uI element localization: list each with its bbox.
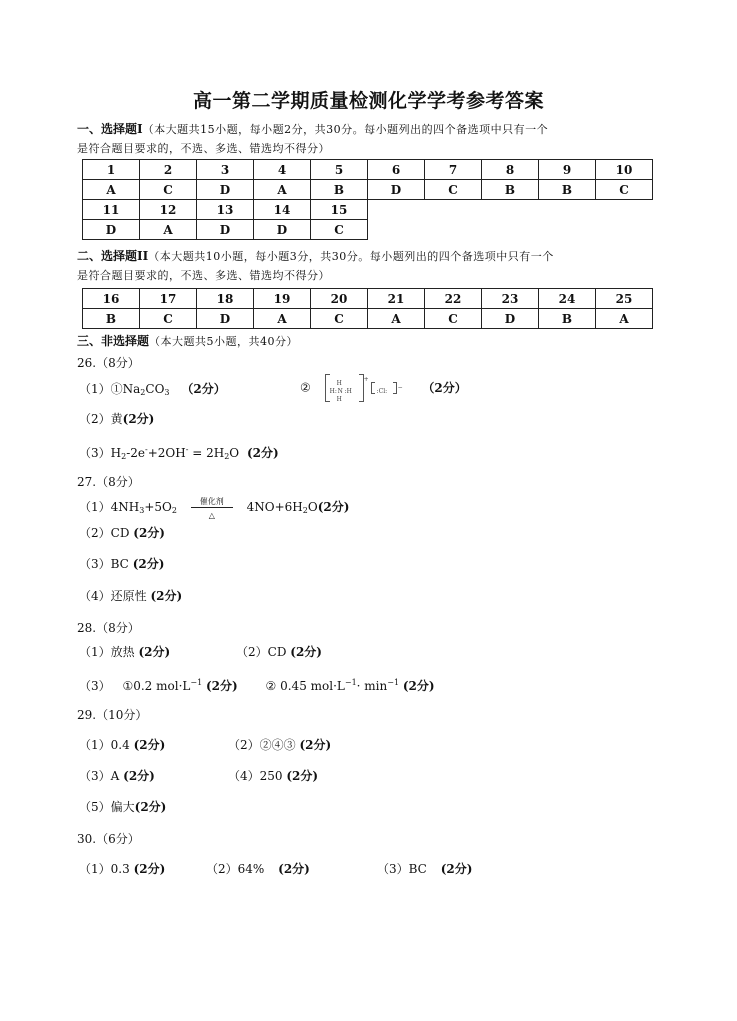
q26-heading: 26.（8分）: [77, 356, 140, 370]
q26-a3-text: （3）H: [79, 446, 122, 460]
question-number-cell: 25: [596, 289, 653, 309]
section2-label: 二、选择题II: [77, 249, 149, 263]
score-label: (2分): [440, 862, 473, 876]
section2-note-line1: （本大题共10小题，每小题3分，共30分。每小题列出的四个备选项中只有一个: [148, 250, 554, 263]
answer-cell: D: [254, 220, 311, 240]
reaction-arrow: [189, 496, 235, 520]
q27-answer-2: [79, 525, 165, 541]
answer-cell: D: [197, 220, 254, 240]
subscript: 3: [139, 506, 145, 515]
question-number-cell: 19: [254, 289, 311, 309]
table-row: [83, 160, 653, 180]
score-label: (2分): [286, 769, 319, 783]
superscript: −1: [387, 678, 400, 687]
answer-cell: D: [197, 309, 254, 329]
section2-note-line2-wrap: [77, 266, 330, 285]
question-number-cell: 4: [254, 160, 311, 180]
section1-answer-table: [82, 159, 653, 240]
heat-symbol: △: [208, 510, 215, 520]
q27-answer-4: [79, 588, 182, 604]
q28-a1-text: （1）放热: [79, 645, 135, 659]
answer-cell: B: [539, 309, 596, 329]
q26-a3-text: = 2H: [188, 446, 225, 460]
subscript: 3: [164, 388, 170, 397]
question-number-cell: 21: [368, 289, 425, 309]
electron-dot-structure-image: H H: N :H H + :Cl: −: [323, 374, 413, 402]
q30-answer-3: [377, 861, 472, 877]
q29-a2-text: （2）②④③: [228, 738, 296, 752]
answer-cell: D: [368, 180, 425, 200]
answer-cell: C: [425, 180, 482, 200]
q30-a1-text: （1）0.3: [79, 862, 130, 876]
table-row: [83, 220, 653, 240]
question-number-cell: 18: [197, 289, 254, 309]
bracket-left: [371, 382, 375, 394]
answer-cell: B: [311, 180, 368, 200]
q29-answer-4: [228, 768, 318, 784]
score-label: (2分): [134, 800, 167, 814]
q28-a3-part2: · min: [356, 679, 388, 693]
question-number-cell: 15: [311, 200, 368, 220]
section2-note-line2: 是符合题目要求的，不选、多选、错选均不得分）: [77, 269, 330, 282]
q28-a3-part2: ② 0.45 mol·L: [265, 679, 345, 693]
question-number-cell: 1: [83, 160, 140, 180]
superscript: -: [145, 445, 148, 454]
question-number-cell: 10: [596, 160, 653, 180]
q27-a1-text: O: [307, 500, 318, 514]
question-number-cell: 13: [197, 200, 254, 220]
answer-cell: C: [140, 180, 197, 200]
answer-cell: A: [368, 309, 425, 329]
score-label: （2分）: [422, 380, 467, 395]
answer-cell: B: [83, 309, 140, 329]
subscript: 2: [140, 388, 146, 397]
answer-cell: A: [83, 180, 140, 200]
question-number-cell: 17: [140, 289, 197, 309]
question-number-cell: 16: [83, 289, 140, 309]
q27-a1-text: （1）4NH: [79, 500, 140, 514]
q26-a2-text: （2）黄: [79, 412, 123, 426]
answer-cell: A: [254, 309, 311, 329]
score-label: (2分): [133, 526, 165, 540]
section1-note-line2-wrap: [77, 139, 330, 158]
q29-a3-text: （3）A: [79, 769, 120, 783]
q26-a1-text: CO: [145, 382, 165, 396]
q27-a3-text: （3）BC: [79, 557, 129, 571]
q26-a1b-prefix: ②: [300, 380, 311, 395]
question-number-cell: 24: [539, 289, 596, 309]
score-label: (2分): [205, 679, 238, 693]
section3-note: （本大题共5小题，共40分）: [149, 335, 299, 348]
answer-cell: C: [311, 220, 368, 240]
score-label: (2分): [133, 862, 166, 876]
subscript: 2: [224, 452, 230, 461]
q27-answer-3: [79, 556, 164, 572]
q26-a1-text: （1）①Na: [79, 382, 141, 396]
q26-answer-1: [79, 381, 226, 401]
score-label: (2分): [402, 679, 435, 693]
question-number-cell: 3: [197, 160, 254, 180]
q28-heading: 28.（8分）: [77, 621, 140, 635]
q27-a2-text: （2）CD: [79, 526, 130, 540]
q29-heading: 29.（10分）: [77, 708, 148, 722]
q28-a3-part1: ①0.2 mol·L: [122, 679, 191, 693]
q28-a2-text: （2）CD: [236, 645, 287, 659]
answer-cell: C: [596, 180, 653, 200]
q26-a3-text: -2e: [126, 446, 145, 460]
question-number-cell: 9: [539, 160, 596, 180]
score-label: (2分): [299, 738, 332, 752]
question-number-cell: 23: [482, 289, 539, 309]
question-number-cell: 12: [140, 200, 197, 220]
q30-answer-1: [79, 861, 165, 877]
score-label: （2分）: [181, 382, 226, 396]
score-label: (2分): [150, 589, 183, 603]
subscript: 2: [302, 506, 308, 515]
question-number-cell: 8: [482, 160, 539, 180]
answer-cell: A: [140, 220, 197, 240]
q29-answer-5: [79, 799, 166, 815]
answer-cell: B: [539, 180, 596, 200]
table-row: [83, 180, 653, 200]
answer-cell: C: [311, 309, 368, 329]
answer-cell: A: [596, 309, 653, 329]
answer-cell: C: [425, 309, 482, 329]
question-number-cell: 2: [140, 160, 197, 180]
score-label: (2分): [133, 738, 166, 752]
answer-cell: D: [197, 180, 254, 200]
section1-label: 一、选择题Ⅰ: [77, 122, 143, 136]
q27-a1-text: 4NO+6H: [246, 500, 303, 514]
page-title: 高一第二学期质量检测化学学考参考答案: [192, 90, 544, 112]
question-number-cell: 7: [425, 160, 482, 180]
question-number-cell: 5: [311, 160, 368, 180]
superscript: −1: [344, 678, 357, 687]
section3-header: [77, 332, 298, 351]
q29-a4-text: （4）250: [228, 769, 283, 783]
section2-header: [77, 247, 554, 266]
superscript: −1: [190, 678, 203, 687]
question-number-cell: 11: [83, 200, 140, 220]
q30-answer-2: [206, 861, 310, 877]
question-number-cell: 14: [254, 200, 311, 220]
score-label: (2分): [122, 412, 155, 426]
q29-answer-1: [79, 737, 165, 753]
q28-a3-prefix: （3）: [79, 679, 111, 693]
question-number-cell: 20: [311, 289, 368, 309]
q26-a3-text: +2OH: [147, 446, 186, 460]
answer-cell: C: [140, 309, 197, 329]
section2-answer-table: [82, 288, 653, 329]
q30-heading: 30.（6分）: [77, 832, 140, 846]
answer-cell: D: [83, 220, 140, 240]
q26-answer-1b: [300, 374, 467, 402]
section1-note-line2: 是符合题目要求的，不选、多选、错选均不得分）: [77, 142, 330, 155]
q29-answer-2: [228, 737, 331, 753]
q29-answer-3: [79, 768, 155, 784]
subscript: 2: [121, 452, 127, 461]
q29-a1-text: （1）0.4: [79, 738, 130, 752]
section3-label: 三、非选择题: [77, 334, 150, 348]
catalyst-label: 催化剂: [199, 496, 224, 506]
score-label: (2分): [278, 862, 310, 876]
score-label: (2分): [132, 557, 165, 571]
q27-a4-text: （4）还原性: [79, 589, 147, 603]
answer-cell: B: [482, 180, 539, 200]
score-label: (2分): [317, 500, 350, 514]
table-row: [83, 309, 653, 329]
q30-a3-text: （3）BC: [377, 862, 427, 876]
superscript: -: [185, 445, 189, 454]
q26-a3-text: O: [229, 446, 240, 460]
q28-answer-3: [79, 675, 435, 694]
score-label: (2分): [246, 446, 279, 460]
q30-a2-text: （2）64%: [206, 862, 265, 876]
answer-cell: A: [254, 180, 311, 200]
section1-header: [77, 120, 548, 139]
score-label: (2分): [138, 645, 171, 659]
q29-a5-text: （5）偏大: [79, 800, 135, 814]
section1-note-line1: （本大题共15小题，每小题2分，共30分。每小题列出的四个备选项中只有一个: [142, 123, 549, 136]
table-row: [83, 200, 653, 220]
answer-cell: D: [482, 309, 539, 329]
q26-answer-2: [79, 411, 154, 427]
question-number-cell: 6: [368, 160, 425, 180]
question-number-cell: 22: [425, 289, 482, 309]
table-row: [83, 289, 653, 309]
score-label: (2分): [290, 645, 322, 659]
bracket-right: [393, 382, 397, 394]
subscript: 2: [171, 506, 177, 515]
q28-answer-2: [236, 644, 322, 660]
q28-answer-1: [79, 644, 170, 660]
q27-a1-text: +5O: [144, 500, 172, 514]
q26-answer-3: [79, 442, 279, 465]
q27-answer-1: [79, 496, 350, 520]
score-label: (2分): [123, 769, 155, 783]
q27-heading: 27.（8分）: [77, 475, 140, 489]
